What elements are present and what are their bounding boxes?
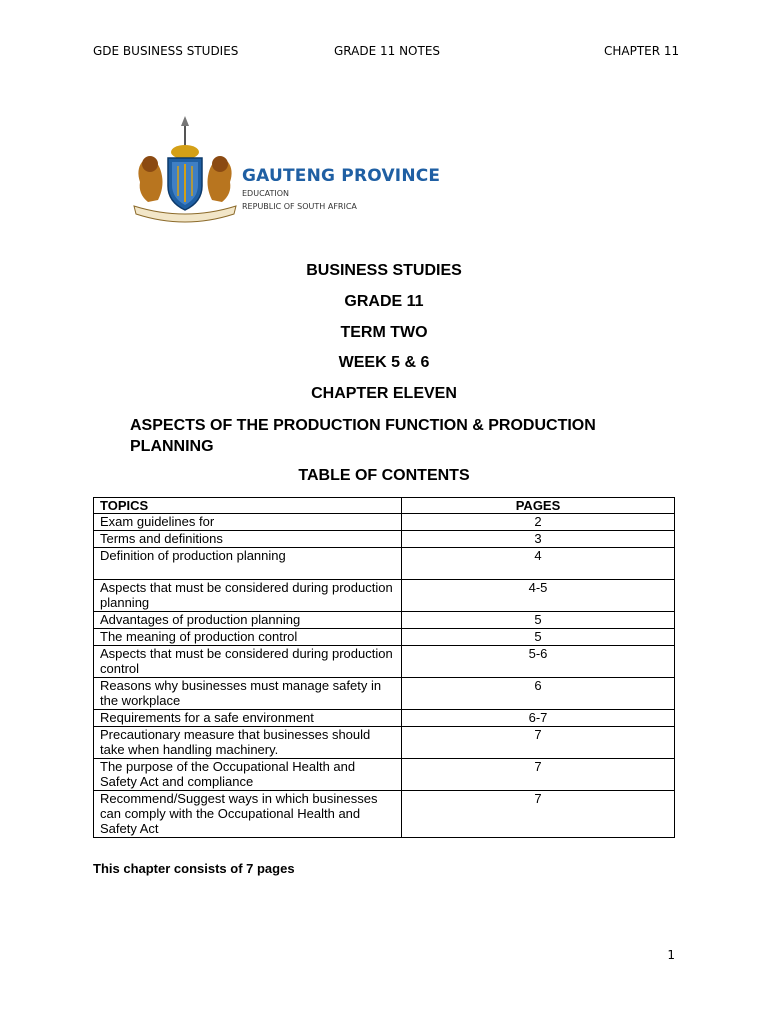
toc-row-topic: Aspects that must be considered during production control bbox=[94, 646, 402, 678]
toc-row bbox=[94, 678, 675, 710]
toc-row-topic: Exam guidelines for bbox=[94, 514, 402, 531]
toc-row bbox=[94, 759, 675, 791]
toc-row bbox=[94, 727, 675, 759]
toc-row-topic: The meaning of production control bbox=[94, 629, 402, 646]
header-center: GRADE 11 NOTES bbox=[334, 44, 441, 58]
toc-row bbox=[94, 791, 675, 838]
header-left: GDE BUSINESS STUDIES bbox=[93, 44, 239, 58]
toc-row-pages: 4 bbox=[402, 548, 675, 580]
toc-row-pages: 6-7 bbox=[402, 710, 675, 727]
logo-text-block bbox=[242, 166, 440, 212]
toc-row-pages: 5-6 bbox=[402, 646, 675, 678]
toc-row-topic: Precautionary measure that businesses should take when handling machinery. bbox=[94, 727, 402, 759]
title-chapter: CHAPTER ELEVEN bbox=[311, 385, 457, 402]
toc-row-topic: Aspects that must be considered during production planning bbox=[94, 580, 402, 612]
chapter-subtitle: ASPECTS OF THE PRODUCTION FUNCTION & PRODUCTION PLANNING bbox=[130, 417, 596, 455]
toc-row-pages: 3 bbox=[402, 531, 675, 548]
page-number: 1 bbox=[667, 948, 675, 962]
toc-row-topic: Requirements for a safe environment bbox=[94, 710, 402, 727]
title-term: TERM TWO bbox=[340, 324, 428, 341]
toc-heading: TABLE OF CONTENTS bbox=[298, 467, 470, 484]
toc-header-pages: PAGES bbox=[402, 498, 675, 514]
toc-row-pages: 7 bbox=[402, 791, 675, 838]
toc-row-topic: The purpose of the Occupational Health and Safety Act and compliance bbox=[94, 759, 402, 791]
toc-header-row bbox=[94, 498, 675, 514]
toc-row-topic: Advantages of production planning bbox=[94, 612, 402, 629]
toc-row bbox=[94, 646, 675, 678]
title-grade: GRADE 11 bbox=[344, 293, 424, 310]
toc-row bbox=[94, 710, 675, 727]
toc-row-pages: 2 bbox=[402, 514, 675, 531]
toc-table bbox=[93, 497, 675, 838]
toc-header-topics: TOPICS bbox=[94, 498, 402, 514]
toc-row-topic: Reasons why businesses must manage safety in the workplace bbox=[94, 678, 402, 710]
toc-row-pages: 7 bbox=[402, 759, 675, 791]
header-right: CHAPTER 11 bbox=[604, 44, 680, 58]
toc-row-pages: 5 bbox=[402, 612, 675, 629]
toc-row-pages: 7 bbox=[402, 727, 675, 759]
chapter-page-count-note: This chapter consists of 7 pages bbox=[93, 861, 295, 876]
toc-row-topic: Definition of production planning bbox=[94, 548, 402, 580]
toc-row-pages: 5 bbox=[402, 629, 675, 646]
toc-row-pages: 6 bbox=[402, 678, 675, 710]
toc-row bbox=[94, 580, 675, 612]
toc-row bbox=[94, 548, 675, 580]
toc-row bbox=[94, 531, 675, 548]
logo-line-education: EDUCATION bbox=[242, 189, 290, 198]
title-week: WEEK 5 & 6 bbox=[338, 354, 430, 371]
toc-row-topic: Terms and definitions bbox=[94, 531, 402, 548]
logo-title: GAUTENG PROVINCE bbox=[242, 166, 441, 186]
toc-row-pages: 4-5 bbox=[402, 580, 675, 612]
toc-row bbox=[94, 514, 675, 531]
toc-row-topic: Recommend/Suggest ways in which businesses can comply with the Occupational Health and Safety Act bbox=[94, 791, 402, 838]
toc-row bbox=[94, 612, 675, 629]
toc-row bbox=[94, 629, 675, 646]
coat-of-arms-icon bbox=[128, 110, 243, 230]
title-subject: BUSINESS STUDIES bbox=[306, 262, 462, 279]
logo-line-republic: REPUBLIC OF SOUTH AFRICA bbox=[242, 202, 357, 211]
